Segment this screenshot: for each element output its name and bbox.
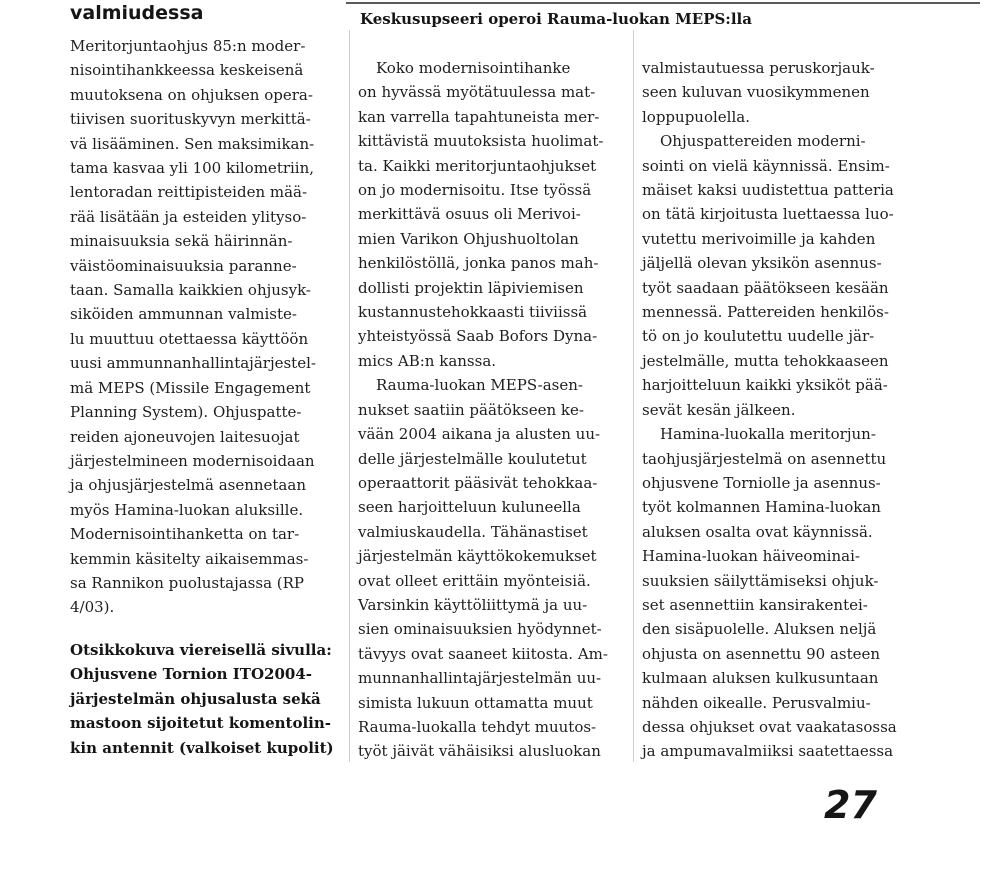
text-line: vä lisääminen. Sen maksimikan- bbox=[70, 134, 315, 153]
text-line: ta. Kaikki meritorjuntaohjukset bbox=[358, 156, 597, 175]
text-line: Ohjusvene Tornion ITO2004- bbox=[70, 665, 312, 684]
paragraph bbox=[642, 129, 910, 422]
text-line: työt saadaan päätökseen kesään bbox=[642, 278, 889, 297]
text-line: henkilöstöllä, jonka panos mah- bbox=[358, 254, 599, 273]
text-line: nisointihankkeessa keskeisenä bbox=[70, 61, 304, 80]
text-line: rää lisätään ja esteiden ylityso- bbox=[70, 207, 307, 226]
column-divider bbox=[633, 30, 634, 762]
text-line: valmistautuessa peruskorjauk- bbox=[642, 59, 875, 77]
text-line: tiivisen suorituskyvyn merkittä- bbox=[70, 110, 311, 129]
text-line: ja ampumavalmiiksi saatettaessa bbox=[642, 742, 894, 761]
text-line: harjoitteluun kaikki yksiköt pää- bbox=[642, 376, 888, 395]
paragraph bbox=[642, 422, 910, 764]
text-line: merkittävä osuus oli Merivoi- bbox=[358, 205, 581, 224]
text-line: seen harjoitteluun kuluneella bbox=[358, 498, 581, 517]
text-line: myös Hamina-luokan aluksille. bbox=[70, 500, 304, 519]
text-line: sien ominaisuuksien hyödynnet- bbox=[358, 620, 602, 639]
text-line: Ohjuspattereiden moderni- bbox=[660, 132, 866, 151]
text-line: muutoksena on ohjuksen opera- bbox=[70, 85, 313, 104]
text-line: nähden oikealle. Perusvalmiu- bbox=[642, 693, 871, 712]
text-line: kittävistä muutoksista huolimat- bbox=[358, 132, 604, 151]
text-line: sevät kesän jälkeen. bbox=[642, 400, 796, 419]
text-line: 4/03). bbox=[70, 598, 115, 617]
text-line: Koko modernisointihanke bbox=[376, 59, 571, 77]
text-line: delle järjestelmälle koulutetut bbox=[358, 449, 587, 468]
photo-caption bbox=[70, 638, 345, 760]
text-line: lu muuttuu otettaessa käyttöön bbox=[70, 329, 309, 348]
text-line: tö on jo koulutettu uudelle jär- bbox=[642, 327, 875, 346]
text-line: työt kolmannen Hamina-luokan bbox=[642, 498, 881, 517]
text-line: siköiden ammunnan valmiste- bbox=[70, 305, 297, 324]
text-line: yhteistyössä Saab Bofors Dyna- bbox=[358, 327, 598, 346]
page-number: 27 bbox=[824, 783, 877, 827]
text-line: taohjusjärjestelmä on asennettu bbox=[642, 449, 887, 468]
text-line: jäljellä olevan yksikön asennus- bbox=[642, 254, 882, 273]
paragraph bbox=[70, 34, 340, 620]
text-line: vutettu merivoimille ja kahden bbox=[642, 229, 876, 248]
text-line: set asennettiin kansirakentei- bbox=[642, 595, 868, 614]
text-line: kemmin käsitelty aikaisemmas- bbox=[70, 549, 309, 568]
text-line: sa Rannikon puolustajassa (RP bbox=[70, 573, 305, 592]
text-line: vään 2004 aikana ja alusten uu- bbox=[358, 425, 601, 444]
paragraph bbox=[642, 56, 910, 129]
article-column-2 bbox=[358, 56, 622, 764]
article-column-1 bbox=[70, 34, 340, 620]
text-line: tävyys ovat saaneet kiitosta. Am- bbox=[358, 644, 608, 663]
text-line: reiden ajoneuvojen laitesuojat bbox=[70, 427, 300, 446]
text-line: Hamina-luokan häiveominai- bbox=[642, 547, 860, 566]
text-line: mics AB:n kanssa. bbox=[358, 351, 497, 370]
paragraph bbox=[358, 373, 622, 764]
text-line: kan varrella tapahtuneista mer- bbox=[358, 107, 600, 126]
text-line: ohjusta on asennettu 90 asteen bbox=[642, 644, 881, 663]
text-line: Modernisointihanketta on tar- bbox=[70, 525, 300, 544]
text-line: tama kasvaa yli 100 kilometriin, bbox=[70, 159, 315, 178]
text-line: aluksen osalta ovat käynnissä. bbox=[642, 522, 873, 541]
text-line: dollisti projektin läpiviemisen bbox=[358, 278, 584, 297]
text-line: ovat olleet erittäin myönteisiä. bbox=[358, 571, 591, 590]
section-title: Keskusupseeri operoi Rauma-luokan MEPS:lla bbox=[360, 10, 752, 28]
text-line: järjestelmän ohjusalusta sekä bbox=[70, 689, 321, 708]
heading-continued: valmiudessa bbox=[70, 2, 204, 24]
text-line: dessa ohjukset ovat vaakatasossa bbox=[642, 717, 897, 736]
text-line: työt jäivät vähäisiksi alusluokan bbox=[358, 742, 601, 761]
text-line: ja ohjusjärjestelmä asennetaan bbox=[70, 476, 306, 495]
text-line: kin antennit (valkoiset kupolit) bbox=[70, 738, 334, 757]
text-line: suuksien säilyttämiseksi ohjuk- bbox=[642, 571, 879, 590]
text-line: järjestelmineen modernisoidaan bbox=[70, 451, 315, 470]
text-line: mäiset kaksi uudistettua patteria bbox=[642, 181, 894, 200]
text-line: valmiuskaudella. Tähänastiset bbox=[358, 522, 588, 541]
text-line: mastoon sijoitetut komentolin- bbox=[70, 714, 332, 733]
text-line: sointi on vielä käynnissä. Ensim- bbox=[642, 156, 890, 175]
text-line: taan. Samalla kaikkien ohjusyk- bbox=[70, 281, 311, 300]
text-line: seen kuluvan vuosikymmenen bbox=[642, 83, 870, 102]
text-line: lentoradan reittipisteiden mää- bbox=[70, 183, 308, 202]
article-column-3 bbox=[642, 56, 910, 764]
text-line: uusi ammunnanhallintajärjestel- bbox=[70, 354, 316, 373]
text-line: väistöominaisuuksia paranne- bbox=[70, 256, 297, 275]
text-line: on tätä kirjoitusta luettaessa luo- bbox=[642, 205, 894, 224]
paragraph bbox=[358, 56, 622, 373]
text-line: mien Varikon Ohjushuoltolan bbox=[358, 229, 579, 248]
text-line: Meritorjuntaohjus 85:n moder- bbox=[70, 37, 306, 55]
column-divider bbox=[349, 30, 350, 762]
text-line: jestelmälle, mutta tehokkaaseen bbox=[642, 351, 889, 370]
text-line: loppupuolella. bbox=[642, 107, 750, 126]
text-line: minaisuuksia sekä häirinnän- bbox=[70, 232, 293, 251]
text-line: Otsikkokuva viereisellä sivulla: bbox=[70, 641, 332, 659]
text-line: munnanhallintajärjestelmän uu- bbox=[358, 669, 602, 688]
text-line: mennessä. Pattereiden henkilös- bbox=[642, 303, 889, 322]
text-line: Rauma-luokan MEPS-asen- bbox=[376, 376, 583, 395]
text-line: Planning System). Ohjuspatte- bbox=[70, 403, 302, 422]
text-line: mä MEPS (Missile Engagement bbox=[70, 378, 311, 397]
text-line: nukset saatiin päätökseen ke- bbox=[358, 400, 584, 419]
text-line: Hamina-luokalla meritorjun- bbox=[660, 425, 876, 444]
text-line: järjestelmän käyttökokemukset bbox=[358, 547, 597, 566]
text-line: ohjusvene Torniolle ja asennus- bbox=[642, 473, 881, 492]
text-line: Rauma-luokalla tehdyt muutos- bbox=[358, 717, 597, 736]
text-line: kulmaan aluksen kulkusuntaan bbox=[642, 669, 879, 688]
text-line: on hyvässä myötätuulessa mat- bbox=[358, 83, 596, 102]
text-line: den sisäpuolelle. Aluksen neljä bbox=[642, 620, 877, 639]
text-line: kustannustehokkaasti tiiviissä bbox=[358, 303, 588, 322]
section-top-rule bbox=[346, 2, 980, 4]
text-line: Varsinkin käyttöliittymä ja uu- bbox=[358, 595, 588, 614]
text-line: on jo modernisoitu. Itse työssä bbox=[358, 181, 592, 200]
text-line: simista lukuun ottamatta muut bbox=[358, 693, 593, 712]
text-line: operaattorit pääsivät tehokkaa- bbox=[358, 473, 598, 492]
